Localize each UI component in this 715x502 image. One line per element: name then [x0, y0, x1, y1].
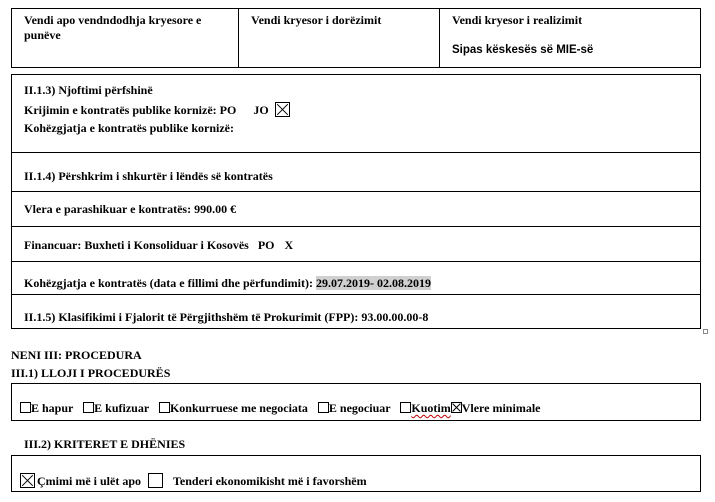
procedure-quotation[interactable]: Kuotim: [400, 401, 450, 415]
realization-note: Sipas këskesës së MIE-së: [452, 44, 594, 56]
description-label: II.1.4) Përshkrim i shkurtër i lëndës së kontratës: [24, 169, 273, 183]
procedure-negotiated-checkbox[interactable]: [318, 402, 329, 413]
delivery-location: Vendi kryesor i dorëzimit: [251, 13, 382, 27]
procedure-restricted[interactable]: E kufizuar: [83, 401, 149, 415]
framework-duration-label: Kohëzgjatja e kontratës publike kornizë:: [24, 121, 234, 135]
procedure-quotation-checkbox[interactable]: [400, 402, 411, 413]
section3-title: NENI III: PROCEDURA: [11, 348, 142, 362]
financing-label: Financuar: Buxheti i Konsoliduar i Kosovës: [24, 238, 249, 252]
framework-contract-line: [24, 102, 290, 118]
procedure-open-checkbox[interactable]: [20, 402, 31, 413]
contract-duration-line: [24, 276, 431, 291]
table-resize-handle[interactable]: [703, 329, 708, 334]
financing-line: [24, 238, 293, 253]
criteria-meat-checkbox[interactable]: [148, 473, 163, 488]
financing-x: X: [284, 238, 294, 252]
procedure-restricted-checkbox[interactable]: [83, 402, 94, 413]
procedure-options: [20, 401, 540, 416]
criteria-options: [20, 473, 367, 489]
realization-location: Vendi kryesor i realizimit: [452, 13, 583, 27]
estimated-value: Vlera e parashikuar e kontratës: 990.00 €: [24, 202, 237, 216]
cpv-classification: II.1.5) Klasifikimi i Fjalorit të Përgjithshëm të Prokurimit (FPP): 93.00.00.00-8: [24, 310, 429, 324]
procedure-minimum-value[interactable]: Vlere minimale: [451, 401, 541, 415]
procedure-negotiated[interactable]: E negociuar: [318, 401, 390, 415]
section3-subtitle: III.1) LLOJI I PROCEDURËS: [11, 366, 171, 380]
procedure-open[interactable]: E hapur: [20, 401, 73, 415]
financing-po: PO: [257, 238, 275, 252]
framework-jo-checkbox[interactable]: [275, 102, 290, 117]
procedure-minimum-value-checkbox[interactable]: [451, 402, 462, 413]
criteria-lowest-price[interactable]: Çmimi më i ulët apo: [20, 474, 141, 488]
criteria-meat[interactable]: Tenderi ekonomikisht më i favorshëm: [148, 474, 367, 488]
contract-duration-dates: 29.07.2019- 02.08.2019: [315, 276, 431, 290]
procedure-competitive-negotiation-checkbox[interactable]: [159, 402, 170, 413]
framework-contract-label: Krijimin e kontratës publike kornizë:: [24, 103, 217, 117]
main-works-location: Vendi apo vendndodhja kryesore e punëve: [24, 13, 202, 42]
framework-jo: JO: [253, 103, 269, 117]
notice-heading: II.1.3) Njoftimi përfshinë: [24, 83, 153, 97]
criteria-title: III.2) KRITERET E DHËNIES: [24, 437, 186, 451]
procedure-competitive-negotiation[interactable]: Konkurruese me negociata: [159, 401, 308, 415]
criteria-lowest-price-checkbox[interactable]: [20, 473, 35, 488]
contract-duration-label: Kohëzgjatja e kontratës (data e fillimi dhe përfundimit):: [24, 276, 313, 290]
framework-po: PO: [219, 103, 237, 117]
